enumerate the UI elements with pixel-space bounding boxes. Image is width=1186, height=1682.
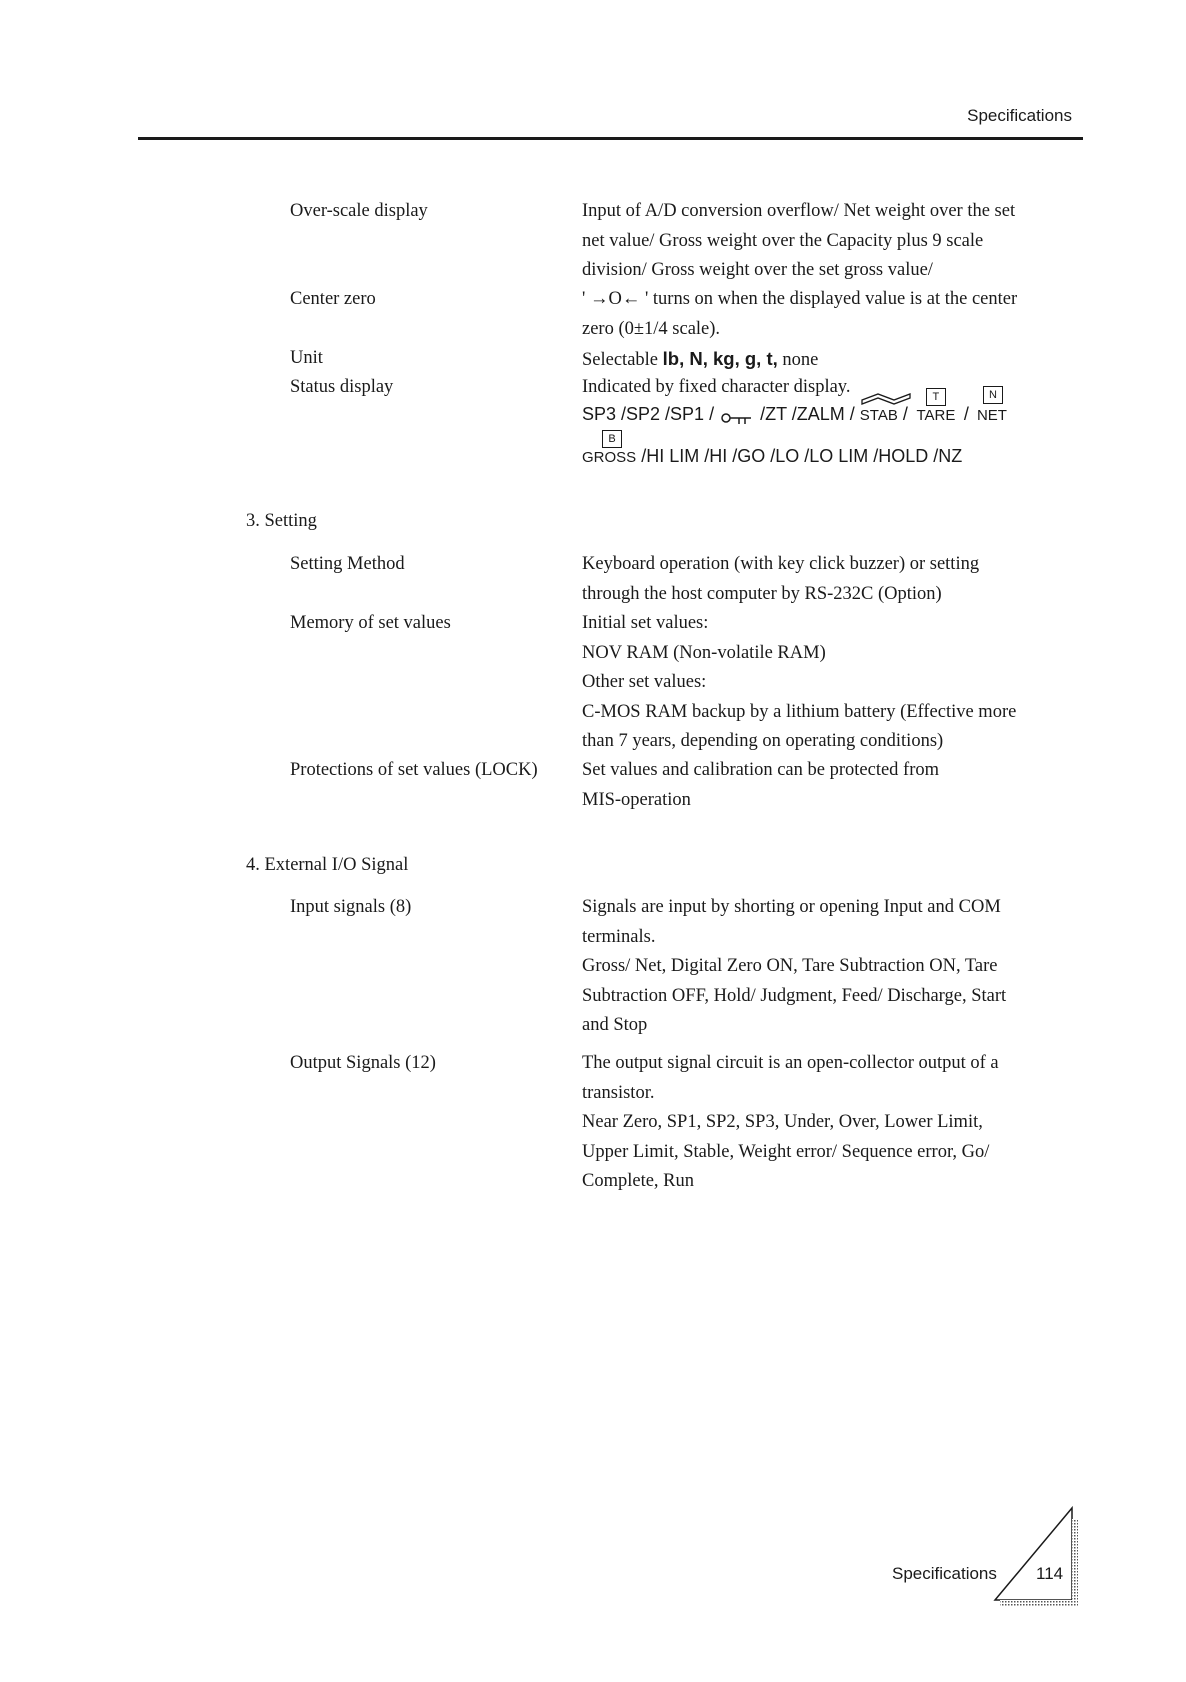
section-heading-setting: 3. Setting [246, 511, 317, 531]
running-header: Specifications [967, 106, 1072, 125]
value-line: Set values and calibration can be protected from [582, 760, 940, 780]
zero-tracking-icon [721, 408, 753, 428]
value-line: Subtraction OFF, Hold/ Judgment, Feed/ Discharge, Start [582, 985, 1007, 1006]
unit-list: lb, N, kg, g, t, [662, 348, 778, 369]
value-line: Other set values: [582, 672, 707, 692]
spec-label: Memory of set values [290, 613, 451, 633]
gross-indicator [582, 433, 637, 467]
spec-value [582, 893, 1072, 1041]
value-line: Initial set values: [582, 613, 709, 633]
page-number: 114 [1036, 1564, 1064, 1583]
spec-label: Input signals (8) [290, 897, 412, 917]
value-line: Near Zero, SP1, SP2, SP3, Under, Over, Lower Limit, [582, 1112, 983, 1132]
value-line: C-MOS RAM backup by a lithium battery (Effective more [582, 701, 1017, 722]
value-line: ' →O← ' turns on when the displayed value is at the center [582, 289, 1018, 309]
spec-value [582, 756, 1072, 815]
value-line: MIS-operation [582, 789, 691, 810]
value-line: transistor. [582, 1082, 655, 1103]
status-text: /ZT /ZALM / [760, 404, 860, 424]
spec-label: Setting Method [290, 554, 405, 574]
stab-icon [860, 391, 912, 405]
tare-label: TARE [916, 407, 956, 424]
spec-value [582, 197, 1072, 286]
gross-icon: B [602, 430, 622, 448]
spec-label: Unit [290, 348, 323, 368]
spec-label: Status display [290, 377, 394, 397]
stab-label: STAB [859, 407, 898, 424]
value-line: and Stop [582, 1015, 648, 1035]
status-symbols-line-2 [582, 433, 963, 467]
tare-indicator [913, 391, 959, 425]
status-separator: / [902, 404, 913, 424]
spec-label: Output Signals (12) [290, 1053, 436, 1073]
value-line: Input of A/D conversion overflow/ Net weight over the set [582, 201, 1016, 221]
spec-value [582, 609, 1072, 757]
value-line: zero (0±1/4 scale). [582, 318, 721, 339]
spec-label: Over-scale display [290, 201, 428, 221]
net-icon: N [983, 386, 1003, 404]
value-line: Gross/ Net, Digital Zero ON, Tare Subtraction ON, Tare [582, 956, 998, 976]
net-label: NET [976, 407, 1007, 424]
value-text: none [777, 350, 819, 370]
spec-label: Protections of set values (LOCK) [290, 760, 538, 780]
tare-icon: T [926, 388, 946, 406]
header-rule [138, 137, 1083, 140]
value-line: division/ Gross weight over the set gross value/ [582, 260, 933, 280]
net-indicator [974, 389, 1010, 425]
value-line: net value/ Gross weight over the Capacity plus 9 scale [582, 230, 984, 251]
spec-value [582, 344, 1072, 376]
value-line: NOV RAM (Non-volatile RAM) [582, 642, 826, 663]
value-line: Upper Limit, Stable, Weight error/ Sequence error, Go/ [582, 1141, 990, 1162]
footer-section-label: Specifications [892, 1564, 997, 1583]
value-line: Complete, Run [582, 1171, 695, 1191]
value-line: Keyboard operation (with key click buzzer) or setting [582, 554, 980, 574]
spec-label: Center zero [290, 289, 376, 309]
status-text: /HI LIM /HI /GO /LO /LO LIM /HOLD /NZ [636, 446, 963, 466]
status-text: SP3 /SP2 /SP1 / [582, 404, 715, 424]
value-line: The output signal circuit is an open-collector output of a [582, 1053, 999, 1073]
value-line: terminals. [582, 926, 656, 947]
value-line: through the host computer by RS-232C (Option) [582, 583, 942, 604]
gross-label: GROSS [582, 449, 637, 466]
spec-value [582, 1049, 1072, 1197]
value-line: Indicated by fixed character display. [582, 377, 851, 397]
value-line: than 7 years, depending on operating conditions) [582, 731, 944, 751]
spec-value [582, 550, 1072, 609]
page-corner-graphic [990, 1505, 1080, 1610]
status-separator: / [963, 404, 974, 424]
section-heading-external-io: 4. External I/O Signal [246, 855, 409, 875]
status-symbols-line-1 [582, 389, 1010, 428]
value-text: Selectable [582, 350, 663, 370]
stab-indicator [860, 404, 898, 425]
spec-value [582, 285, 1072, 344]
value-line: Signals are input by shorting or opening Input and COM [582, 897, 1001, 917]
